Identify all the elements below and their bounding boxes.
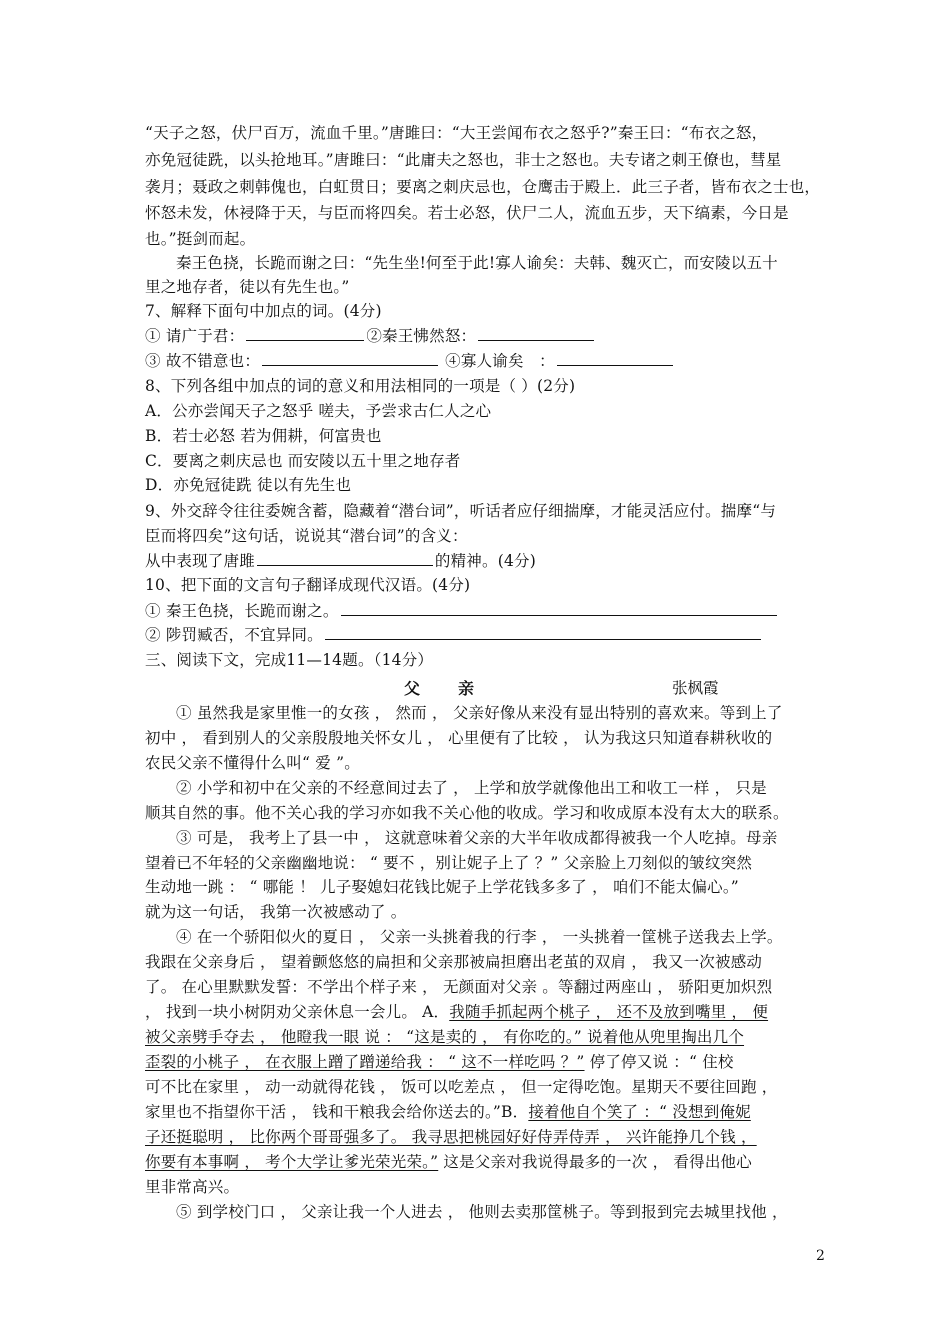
underlined-sentence-a: 我随手抓起两个桃子 ， 还不及放到嘴里 ， 便 xyxy=(449,1003,769,1021)
passage-line: 怀怒未发，休祲降于天，与臣而将四矣。若士必怒，伏尸二人，流血五步，天下缟素，今日是 xyxy=(145,204,789,222)
page-number: 2 xyxy=(816,1248,825,1264)
article-line: 了。 在心里默默发誓：不学出个样子来 ， 无颜面对父亲 。等翻过两座山 ， 骄阳更加炽烈 xyxy=(145,978,773,996)
article-line-with-marker-a xyxy=(145,999,768,1025)
article-line: 望着已不年轻的父亲幽幽地说： “ 要不 ，别让妮子上了 ？” 父亲脸上刀刻似的皱纹突然 xyxy=(145,854,753,872)
question-8-stem: 8、下列各组中加点的词的意义和用法相同的一项是（ ）(2分) xyxy=(145,377,576,395)
section-3-heading: 三、阅读下文，完成11—14题。（14分） xyxy=(145,651,434,669)
article-line: 可不比在家里 ， 动一动就得花钱 ， 饭可以吃差点 ， 但一定得吃饱。星期天不要往回跑 ， xyxy=(145,1078,778,1096)
q7-item-3-label: ③ 故不错意也： xyxy=(145,352,261,370)
article-line: 顺其自然的事。他不关心我的学习亦如我不关心他的收成。学习和收成原本没有太大的联系。 xyxy=(145,804,789,822)
question-9-stem-2: 臣而将四矣”这句话，说说其“潜台词”的含义： xyxy=(145,527,468,545)
q7-item-2-label: ②秦王怫然怒： xyxy=(366,327,477,345)
article-line: ④ 在一个骄阳似火的夏日 ， 父亲一头挑着我的行李 ， 一头挑着一筐桃子送我去上学。 xyxy=(176,928,783,946)
article-line: ① 虽然我是家里惟一的女孩 ， 然而 ， 父亲好像从来没有显出特别的喜欢来。等到上了 xyxy=(176,704,783,722)
q8-option-b: B．若士必怒 若为佣耕，何富贵也 xyxy=(145,427,382,445)
q10-item-2: ② 陟罚臧否，不宜异同。 xyxy=(145,626,323,644)
question-7-stem: 7、解释下面句中加点的词。(4分) xyxy=(145,302,382,320)
question-7-row-2 xyxy=(145,348,675,374)
q10-answer-blank-1[interactable] xyxy=(341,599,777,616)
underlined-sentence-b: 子还挺聪明 ， 比你两个哥哥强多了。 我寻思把桃园好好侍弄侍弄 ， 兴许能挣几个钱 ， xyxy=(145,1128,757,1146)
article-line xyxy=(145,1049,734,1075)
article-line: ② 小学和初中在父亲的不经意间过去了 ， 上学和放学就像他出工和收工一样 ， 只是 xyxy=(176,779,767,797)
q8-option-c: C．要离之刺庆忌也 而安陵以五十里之地存者 xyxy=(145,452,461,470)
article-line xyxy=(145,1149,752,1175)
article-line: 农民父亲不懂得什么叫“ 爱 ”。 xyxy=(145,754,360,772)
q7-item-1-label: ① 请广于君： xyxy=(145,327,245,345)
q10-item-2-row xyxy=(145,622,763,648)
question-10-stem: 10、把下面的文言句子翻译成现代汉语。(4分) xyxy=(145,576,471,594)
q7-colon: ： xyxy=(539,352,555,370)
passage-line: 亦免冠徒跣，以头抢地耳。”唐雎曰：“此庸夫之怒也，非士之怒也。夫专诸之刺王僚也，彗星 xyxy=(145,151,782,169)
q7-answer-blank-4[interactable] xyxy=(557,349,673,366)
article-text: ， 找到一块小树阴劝父亲休息一会儿。 A． xyxy=(145,1003,450,1021)
underlined-sentence-b: 你要有本事啊 ， 考个大学让爹光荣光荣。” xyxy=(145,1153,439,1171)
question-9-answer-row xyxy=(145,548,536,574)
q9-answer-blank[interactable] xyxy=(257,549,433,566)
article-line: ③ 可是， 我考上了县一中 ， 这就意味着父亲的大半年收成都得被我一个人吃掉。母亲 xyxy=(176,829,778,847)
q10-item-1-row xyxy=(145,598,779,624)
q10-item-1: ① 秦王色挠，长跪而谢之。 xyxy=(145,602,339,620)
q7-answer-blank-3[interactable] xyxy=(262,349,438,366)
passage-line: 秦王色挠，长跪而谢之曰：“先生坐!何至于此!寡人谕矣：夫韩、魏灭亡，而安陵以五十 xyxy=(176,254,778,272)
q8-option-d: D．亦免冠徒跣 徒以有先生也 xyxy=(145,476,352,494)
q8-option-a: A．公亦尝闻天子之怒乎 嗟夫，予尝求古仁人之心 xyxy=(145,402,492,420)
article-line: 生动地一跳 ： “ 哪能 ！ 儿子娶媳妇花钱比妮子上学花钱多多了 ， 咱们不能太偏心。” xyxy=(145,878,739,896)
q9-prefix: 从中表现了唐雎 xyxy=(145,552,255,570)
article-line-with-marker-b xyxy=(145,1099,751,1125)
q9-suffix: 的精神。(4分) xyxy=(434,552,536,570)
q7-answer-blank-2[interactable] xyxy=(478,324,594,341)
article-text: 这是父亲对我说得最多的一次 ， 看得出他心 xyxy=(438,1153,752,1171)
article-title: 父 亲 xyxy=(404,679,477,698)
q7-answer-blank-1[interactable] xyxy=(246,324,364,341)
passage-line: “天子之怒，伏尸百万，流血千里。”唐雎曰：“大王尝闻布衣之怒乎?”秦王曰：“布衣之怒， xyxy=(145,124,768,142)
q10-answer-blank-2[interactable] xyxy=(325,623,761,640)
underlined-sentence-b: 接着他自个笑了 ：“ 没想到俺妮 xyxy=(528,1103,751,1121)
underlined-sentence-a: 歪裂的小桃子 ， 在衣服上蹭了蹭递给我 ： “ 这不一样吃吗 ？” xyxy=(145,1053,585,1071)
passage-line: 袭月；聂政之刺韩傀也，白虹贯日；要离之刺庆忌也，仓鹰击于殿上．此三子者，皆布衣之士也， xyxy=(145,178,821,196)
article-line: 初中 ， 看到别人的父亲殷殷地关怀女儿 ， 心里便有了比较 ， 认为我这只知道春耕秋收的 xyxy=(145,729,773,747)
question-9-stem-1: 9、外交辞令往往委婉含蓄，隐藏着“潜台词”，听话者应仔细揣摩，才能灵活应付。揣摩“与 xyxy=(145,502,777,520)
article-line: ⑤ 到学校门口 ， 父亲让我一个人进去 ， 他则去卖那筐桃子。等到报到完去城里找他 ， xyxy=(176,1203,788,1221)
passage-line: 里之地存者，徒以有先生也。” xyxy=(145,278,350,296)
article-text: 停了停又说 ：“ 住校 xyxy=(584,1053,734,1071)
article-author: 张枫霞 xyxy=(672,679,719,697)
passage-line: 也。”挺剑而起。 xyxy=(145,230,256,248)
underlined-sentence-a: 被父亲劈手夺去 ， 他瞪我一眼 说 ： “这是卖的 ， 有你吃的。” 说着他从兜里掏出几个 xyxy=(145,1028,745,1046)
question-7-row-1 xyxy=(145,323,596,349)
article-line: 我跟在父亲身后 ， 望着颤悠悠的扁担和父亲那被扁担磨出老茧的双肩 ， 我又一次被感动 xyxy=(145,953,763,971)
article-line: 里非常高兴。 xyxy=(145,1178,240,1196)
article-text: 家里也不指望你干活 ， 钱和干粮我会给你送去的。”B． xyxy=(145,1103,529,1121)
q7-item-4-label: ④寡人谕矣 xyxy=(445,352,524,370)
article-line: 就为这一句话， 我第一次被感动了 。 xyxy=(145,903,407,921)
